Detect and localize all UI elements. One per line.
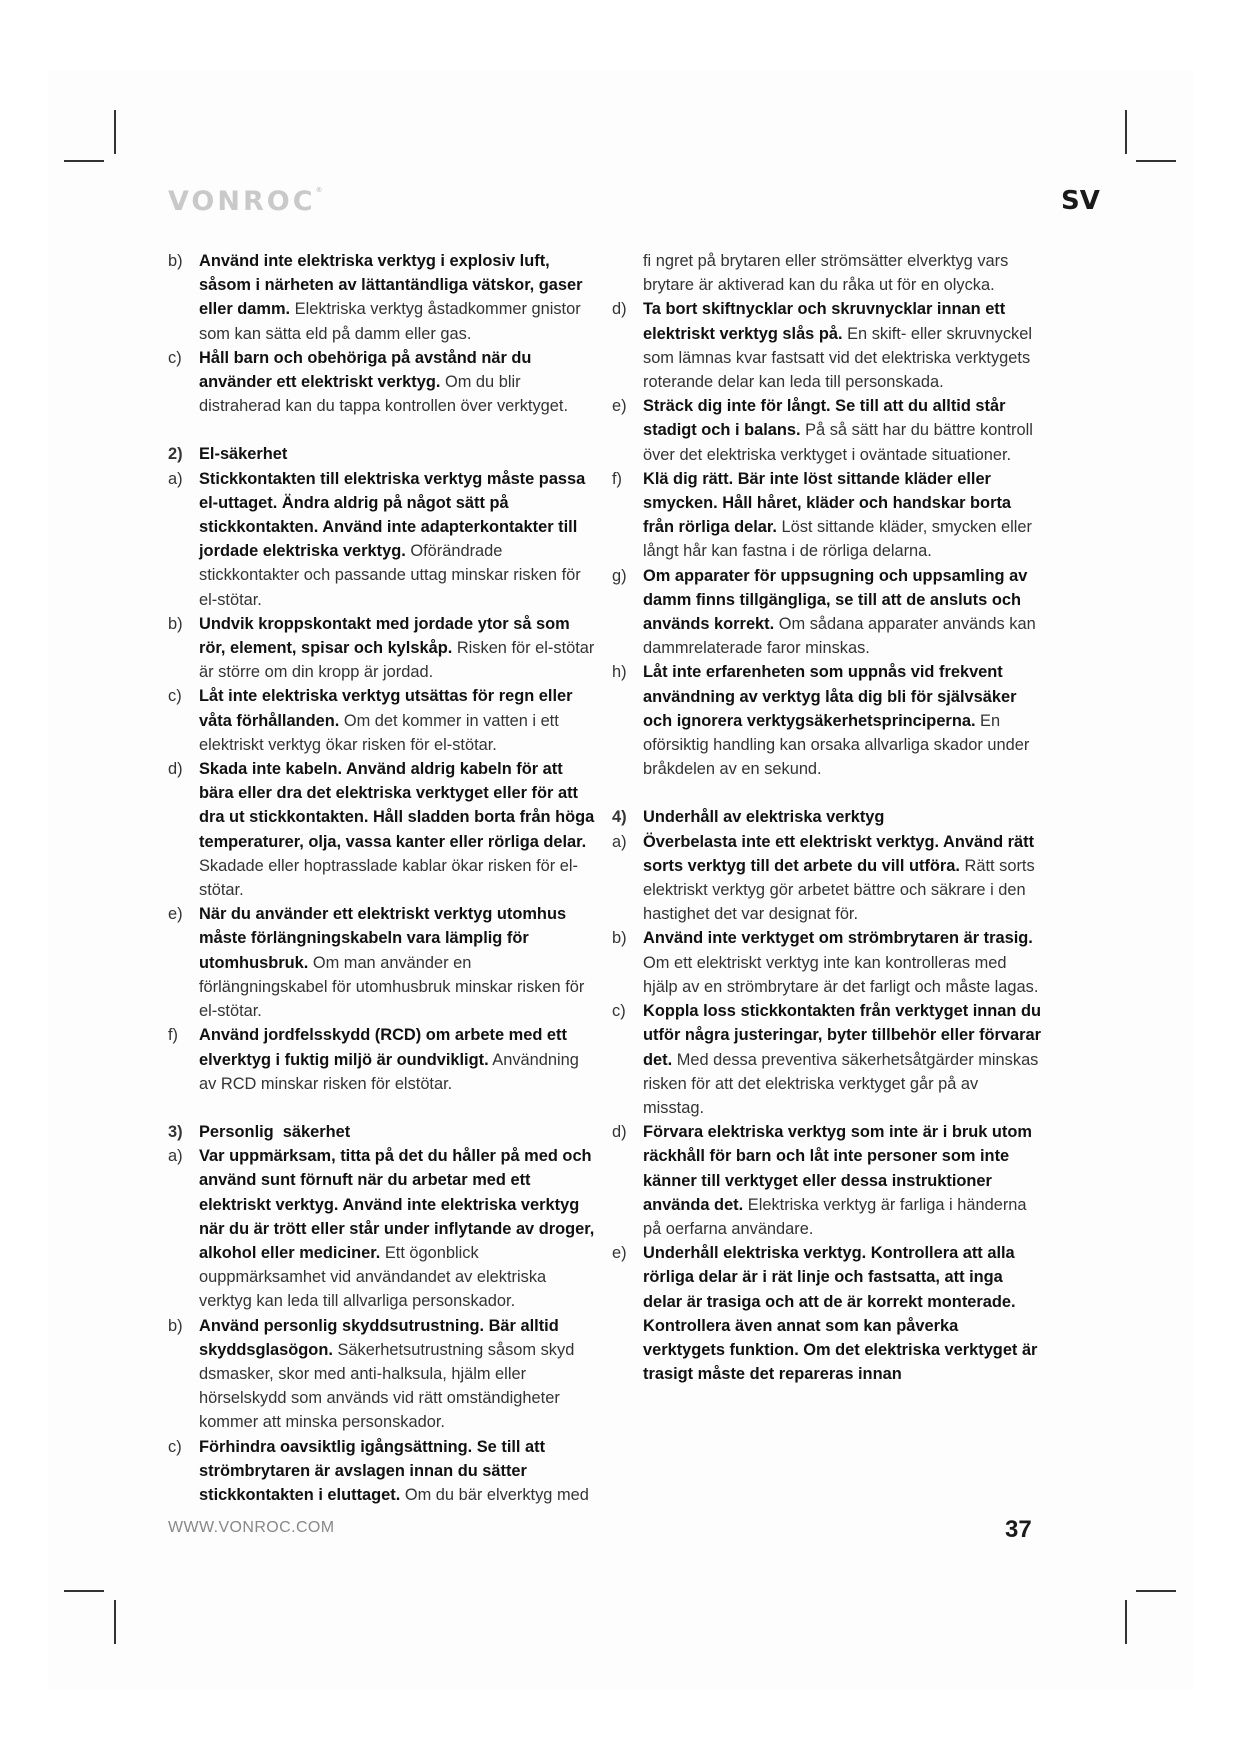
- list-item: b) Undvik kroppskontakt med jordade ytor så som rör, element, spisar och kylskåp. Risken för el-stötar är större om din kropp är jordad.: [168, 614, 595, 682]
- list-item: g) Om apparater för uppsugning och uppsamling av damm finns tillgängliga, se till att de ansluts och används korrekt. Om sådana apparater används kan dammrelaterade faror minskas.: [612, 566, 1036, 658]
- list-item: a) Överbelasta inte ett elektriskt verktyg. Använd rätt sorts verktyg till det arbete du vill utföra. Rätt sorts elektriskt verktyg gör arbetet bättre och säkrare i den hastighet det var designat för.: [612, 832, 1035, 924]
- section-heading: 3) Personlig säkerhet: [168, 1122, 351, 1141]
- brand-logo: VONROC®: [168, 186, 323, 217]
- crop-mark: [1136, 1590, 1176, 1592]
- right-column: [612, 249, 1042, 1386]
- list-item: c) Håll barn och obehöriga på avstånd när du använder ett elektriskt verktyg. Om du blir distraherad kan du tappa kontrollen över verktyget.: [168, 348, 569, 416]
- left-column: [168, 249, 598, 1507]
- crop-mark: [1125, 1600, 1127, 1644]
- list-item: e) Underhåll elektriska verktyg. Kontrollera att alla rörliga delar är i rät linje och fastsatta, att inga delar är trasiga och att de är korrekt monterade. Kontrollera även annat som kan påverka verktygets funktion. Om det elektriska verktyget är trasigt måste det repareras innan: [612, 1244, 1038, 1384]
- list-item: c) Låt inte elektriska verktyg utsättas för regn eller våta förhållanden. Om det kommer in vatten i ett elektriskt verktyg ökar risken för el-stötar.: [168, 687, 573, 754]
- list-item: b) Använd inte elektriska verktyg i explosiv luft, såsom i närheten av lättantändliga vätskor, gaser eller damm. Elektriska verktyg åstadkommer gnistor som kan sätta eld på damm eller gas.: [168, 252, 583, 343]
- crop-mark: [114, 1600, 116, 1644]
- list-item: b) Använd personlig skyddsutrustning. Bär alltid skyddsglasögon. Säkerhetsutrustning såsom skyd dsmasker, skor med anti-halksula, hjälm eller hörselskydd som används vid rätt omständigheter kommer att minska personskador.: [168, 1316, 575, 1432]
- crop-mark: [1125, 110, 1127, 154]
- list-item: b) Använd inte verktyget om strömbrytaren är trasig. Om ett elektriskt verktyg inte kan kontrolleras med hjälp av en strömbrytare är det farligt och måste lagas.: [612, 929, 1039, 996]
- footer-url: WWW.VONROC.COM: [168, 1519, 335, 1536]
- list-item: c) Koppla loss stickkontakten från verktyget innan du utför några justeringar, byter tillbehör eller förvarar det. Med dessa preventiva säkerhetsåtgärder minskas risken för att det elektriska verktyget går på av misstag.: [612, 1002, 1042, 1117]
- section-heading: 2) El-säkerhet: [168, 445, 288, 464]
- crop-mark: [114, 110, 116, 154]
- list-item: f) Använd jordfelsskydd (RCD) om arbete med ett elverktyg i fuktig miljö är oundvikligt. Användning av RCD minskar risken för elstötar.: [168, 1026, 579, 1093]
- list-item: d) Skada inte kabeln. Använd aldrig kabeln för att bära eller dra det elektriska verktyget eller för att dra ut stickkontakten. Håll sladden borta från höga temperaturer, olja, vassa kanter eller rörliga delar. Skadade eller hoptrasslade kablar ökar risken för el-stötar.: [168, 760, 595, 900]
- list-item: e) När du använder ett elektriskt verktyg utomhus måste förlängningskabeln vara lämplig för utomhusbruk. Om man använder en förlängningskabel för utomhusbruk minskar risken för el-stötar.: [168, 905, 585, 1021]
- list-item: f) Klä dig rätt. Bär inte löst sittande kläder eller smycken. Håll håret, kläder och handskar borta från rörliga delar. Löst sittande kläder, smycken eller långt hår kan fastna i de rörliga delarna.: [612, 469, 1032, 561]
- language-code: SV: [1061, 186, 1100, 216]
- crop-mark: [64, 160, 104, 162]
- section-heading: 4) Underhåll av elektriska verktyg: [612, 808, 885, 827]
- list-item: a) Var uppmärksam, titta på det du håller på med och använd sunt förnuft när du arbetar med ett elektriskt verktyg. Använd inte elektriska verktyg när du är trött eller står under inflytande av droger, alkohol eller mediciner. Ett ögonblick ouppmärksamhet vid användandet av elektriska verktyg kan leda till allvarliga personskador.: [168, 1147, 595, 1311]
- list-item: e) Sträck dig inte för långt. Se till att du alltid står stadigt och i balans. På så sätt har du bättre kontroll över det elektriska verktyget i oväntade situationer.: [612, 397, 1033, 464]
- continuation-paragraph: fi ngret på brytaren eller strömsätter elverktyg vars brytare är aktiverad kan du råka ut för en olycka.: [643, 252, 1009, 295]
- list-item: a) Stickkontakten till elektriska verktyg måste passa el-uttaget. Ändra aldrig på något sätt på stickkontakten. Använd inte adapterkontakter till jordade elektriska verktyg. Oförändrade stickkontakter och passande uttag minskar risken för el-stötar.: [168, 469, 586, 609]
- crop-mark: [1136, 160, 1176, 162]
- crop-mark: [64, 1590, 104, 1592]
- list-item: h) Låt inte erfarenheten som uppnås vid frekvent användning av verktyg låta dig bli för självsäker och ignorera verktygsäkerhetsprinciperna. En oförsiktig handling kan orsaka allvarliga skador under bråkdelen av en sekund.: [612, 663, 1030, 779]
- list-item: d) Förvara elektriska verktyg som inte är i bruk utom räckhåll för barn och låt inte personer som inte känner till verktyget eller dessa instruktioner använda det. Elektriska verktyg är farliga i händerna på oerfarna användare.: [612, 1123, 1032, 1238]
- list-item: d) Ta bort skiftnycklar och skruvnycklar innan ett elektriskt verktyg slås på. En skift- eller skruvnyckel som lämnas kvar fastsatt vid det elektriska verktygets roterande delar kan leda till personskada.: [612, 300, 1032, 392]
- page-number: 37: [1005, 1516, 1032, 1543]
- list-item: c) Förhindra oavsiktlig igångsättning. Se till att strömbrytaren är avslagen innan du sätter stickkontakten i eluttaget. Om du bär elverktyg med: [168, 1437, 589, 1504]
